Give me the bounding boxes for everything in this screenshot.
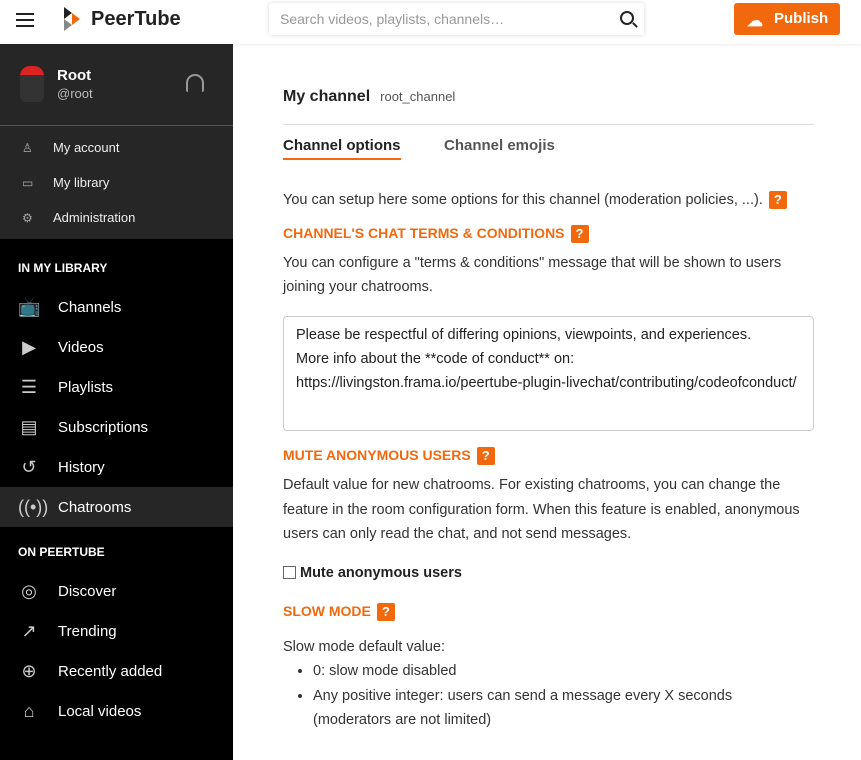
label: Channels [58, 298, 122, 316]
sidebar-item-discover[interactable] [0, 571, 233, 611]
terms-title [283, 225, 814, 243]
sidebar-item-chatrooms[interactable] [0, 487, 233, 527]
slow-title [283, 603, 814, 621]
sidebar-item-channels[interactable] [0, 287, 233, 327]
gear-icon: ⚙ [22, 210, 33, 225]
help-icon[interactable]: ? [571, 225, 589, 243]
list-item: • Any positive integer: users can send a message every X seconds (moderators are not limited) [313, 684, 814, 733]
upload-icon: ☁ [747, 13, 763, 30]
mute-desc: Default value for new chatrooms. For existing chatrooms, you can change the feature in the room configuration form. When this feature is enabled, anonymous users can only read the chat, and not send messages. [283, 477, 800, 543]
label: Videos [58, 338, 104, 356]
search-input[interactable] [269, 3, 644, 35]
help-icon[interactable]: ? [377, 603, 395, 621]
sidebar-item-local-videos[interactable] [0, 691, 233, 731]
user-box [0, 44, 233, 125]
slow-title-text: SLOW MODE [283, 602, 371, 619]
main-content [283, 44, 814, 733]
label: Local videos [58, 702, 142, 720]
intro-text: You can setup here some options for this channel (moderation policies, ...). [283, 192, 763, 208]
mute-title-text: MUTE ANONYMOUS USERS [283, 446, 471, 463]
section-peertube-title: ON PEERTUBE [18, 545, 105, 559]
user-name[interactable]: Root [57, 67, 92, 84]
slow-list [283, 659, 814, 733]
mute-checkbox[interactable] [283, 565, 814, 581]
label: Playlists [58, 378, 114, 396]
sidebar-item-recently-added[interactable] [0, 651, 233, 691]
top-bar [0, 0, 861, 44]
menu-my-account[interactable] [0, 130, 233, 165]
help-icon[interactable]: ? [477, 447, 495, 465]
sidebar-item-videos[interactable] [0, 327, 233, 367]
checkbox-icon[interactable] [283, 566, 296, 579]
tab-channel-emojis[interactable]: Channel emojis [444, 137, 555, 154]
tabs [283, 125, 814, 163]
label: Subscriptions [58, 418, 149, 436]
label: History [58, 458, 105, 476]
publish-label: Publish [774, 10, 829, 27]
label: My account [53, 140, 120, 155]
label: Recently added [58, 662, 163, 680]
checkbox-label: Mute anonymous users [300, 564, 462, 581]
slow-desc: Slow mode default value: [283, 638, 446, 655]
menu-my-library[interactable] [0, 165, 233, 200]
sidebar-item-playlists[interactable] [0, 367, 233, 407]
section-library-title: IN MY LIBRARY [18, 261, 108, 275]
channel-name: root_channel [380, 89, 456, 104]
publish-button[interactable] [734, 3, 840, 35]
terms-desc: You can configure a "terms & conditions" message that will be shown to users joining your chatrooms. [283, 254, 782, 296]
label: Trending [58, 622, 117, 640]
sidebar-item-trending[interactable] [0, 611, 233, 651]
intro [283, 188, 814, 213]
mute-title [283, 447, 814, 465]
search-icon[interactable] [620, 11, 634, 25]
bell-icon[interactable] [186, 74, 204, 92]
terms-title-text: CHANNEL'S CHAT TERMS & CONDITIONS [283, 224, 565, 241]
avatar[interactable] [20, 66, 44, 102]
menu-icon[interactable] [16, 13, 34, 27]
sidebar [0, 44, 233, 760]
trending-icon: ↗ [21, 620, 37, 641]
tab-channel-options[interactable]: Channel options [283, 137, 401, 160]
peertube-logo-icon [64, 7, 80, 31]
subscriptions-icon: ▤ [20, 416, 38, 437]
help-icon[interactable]: ? [769, 191, 787, 209]
globe-icon: ◎ [21, 580, 37, 601]
terms-value: Please be respectful of differing opinions, viewpoints, and experiences. More info about the **code of conduct** on: https://livingston.frama.io/peertube-plugin-livechat/contributing/codeofconduct/ [296, 326, 797, 391]
sidebar-item-subscriptions[interactable] [0, 407, 233, 447]
menu-administration[interactable] [0, 200, 233, 235]
brand[interactable]: PeerTube [91, 8, 181, 30]
broadcast-icon: ((•)) [18, 496, 49, 517]
page-title: My channel [283, 88, 371, 105]
page-header [283, 44, 814, 125]
tv-icon: 📺 [18, 296, 41, 317]
list-icon: ☰ [20, 376, 38, 397]
user-handle: @root [57, 86, 93, 101]
history-icon: ↺ [21, 456, 37, 477]
search-placeholder: Search videos, playlists, channels… [280, 11, 505, 27]
terms-textarea[interactable] [283, 316, 814, 431]
user-icon: ♙ [22, 140, 33, 155]
label: Chatrooms [58, 498, 132, 516]
list-item: • 0: slow mode disabled [313, 659, 814, 684]
label: My library [53, 175, 110, 190]
label: Discover [58, 582, 117, 600]
plus-circle-icon: ⊕ [21, 660, 37, 681]
label: Administration [53, 210, 136, 225]
tv-icon: ▭ [22, 175, 34, 190]
video-icon: ▶ [22, 336, 36, 357]
sidebar-item-history[interactable] [0, 447, 233, 487]
location-icon: ⌂ [23, 700, 35, 721]
